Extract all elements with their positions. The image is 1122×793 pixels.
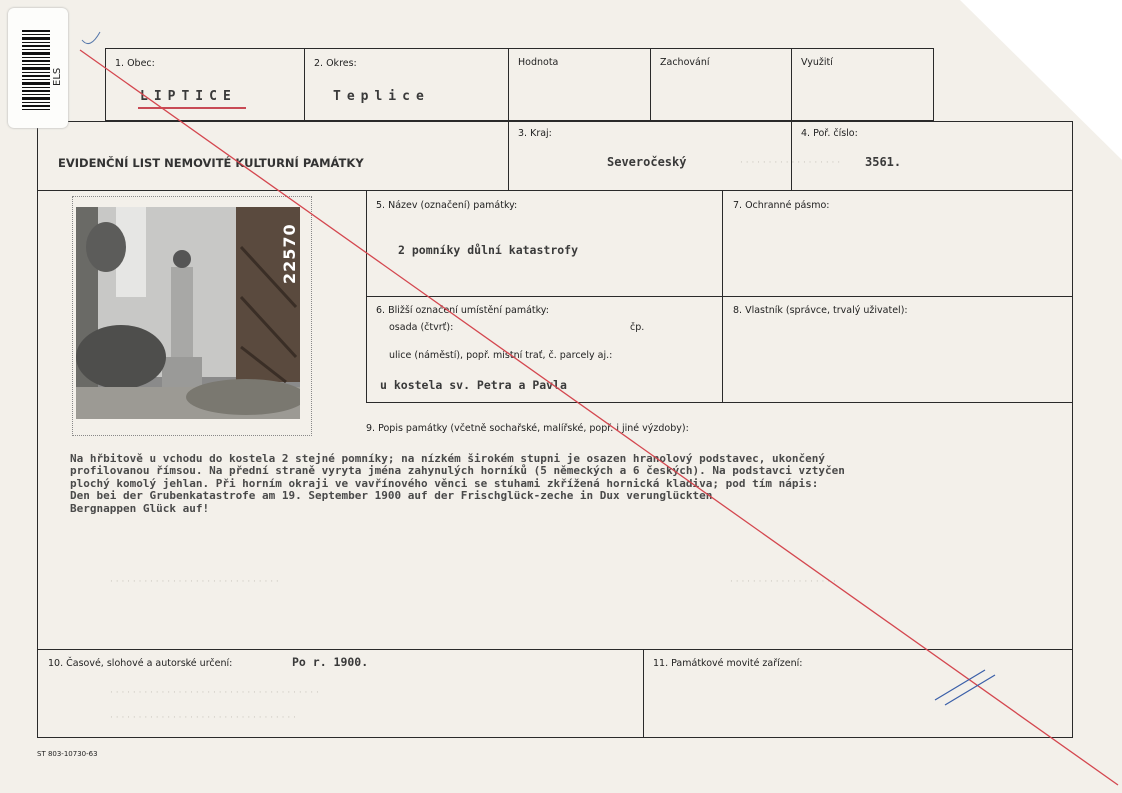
nazev-label: 5. Název (označení) památky: — [376, 200, 518, 211]
okres-value: Teplice — [333, 89, 430, 104]
por-cislo-value: 3561. — [865, 155, 902, 169]
nazev-value: 2 pomníky důlní katastrofy — [398, 243, 579, 257]
popis-line: plochý komolý jehlan. Při horním okraji ve vavřínového věnci se stuhami zkřížená hornická kladiva; pod tím nápis: — [70, 476, 819, 490]
hodnota-label: Hodnota — [518, 57, 559, 68]
kraj-value: Severočeský — [607, 155, 687, 169]
obec-label: 1. Obec: — [115, 58, 155, 69]
bleed-through-text: · · · · · · · · · · · · · · · · · · — [740, 158, 841, 168]
popis-line: profilovanou římsou. Na přední straně vyryta jména zahynulých horníků (5 německých a 6 českých). Na podstavci vztyčen — [70, 464, 845, 478]
casove-label: 10. Časové, slohové a autorské určení: — [48, 658, 233, 669]
bleed-through-text: · · · · · · · · · · · · · · · · · · · · · · · · · · · · · · · · · — [110, 713, 296, 723]
bleed-through-text: · · · · · · · · · · · · · · · · · · · · · · · · · · · · · · — [110, 577, 279, 587]
photo-number: 22570 — [280, 223, 299, 284]
cp-label: čp. — [630, 322, 645, 333]
okres-label: 2. Okres: — [314, 58, 357, 69]
ulice-label: ulice (náměstí), popř. místní trať, č. parcely aj.: — [389, 350, 613, 361]
sticker-text: ELS — [52, 67, 63, 86]
vlastnik-label: 8. Vlastník (správce, trvalý uživatel): — [733, 305, 908, 316]
obec-value: LIPTICE — [140, 89, 237, 104]
movite-label: 11. Památkové movité zařízení: — [653, 658, 803, 669]
vyuziti-label: Využití — [801, 57, 833, 68]
bleed-through-text: · · · · · · · · · · · · · · · · · · · · · · · · · · · · · · · · · · · · · — [110, 688, 319, 698]
popis-label: 9. Popis památky (včetně sochařské, malířské, popř. i jiné výzdoby): — [366, 423, 689, 434]
footer-code: ST 803-10730-63 — [37, 750, 98, 758]
umisteni-value: u kostela sv. Petra a Pavla — [380, 378, 567, 392]
zachovani-label: Zachování — [660, 57, 710, 68]
popis-line: Na hřbitově u vchodu do kostela 2 stejné pomníky; na nízkém širokém stupni je osazen hranolový podstavec, ukončený — [70, 452, 825, 465]
casove-value: Po r. 1900. — [292, 655, 369, 669]
umisteni-label: 6. Bližší označení umístění památky: — [376, 305, 549, 316]
osada-label: osada (čtvrť): — [389, 322, 454, 333]
bleed-through-text: · · · · · · · · · · · · · · · · · · · — [730, 577, 836, 587]
popis-line: Den bei der Grubenkatastrofe am 19. September 1900 auf der Frischglück-zeche in Dux verunglückten — [70, 489, 713, 503]
form-title: EVIDENČNÍ LIST NEMOVITÉ KULTURNÍ PAMÁTKY — [58, 156, 364, 170]
barcode-sticker — [8, 8, 68, 128]
popis-line: Bergnappen Glück auf! — [70, 501, 210, 515]
por-cislo-label: 4. Poř. číslo: — [801, 128, 858, 139]
ochranne-pasmo-label: 7. Ochranné pásmo: — [733, 200, 830, 211]
kraj-label: 3. Kraj: — [518, 128, 552, 139]
